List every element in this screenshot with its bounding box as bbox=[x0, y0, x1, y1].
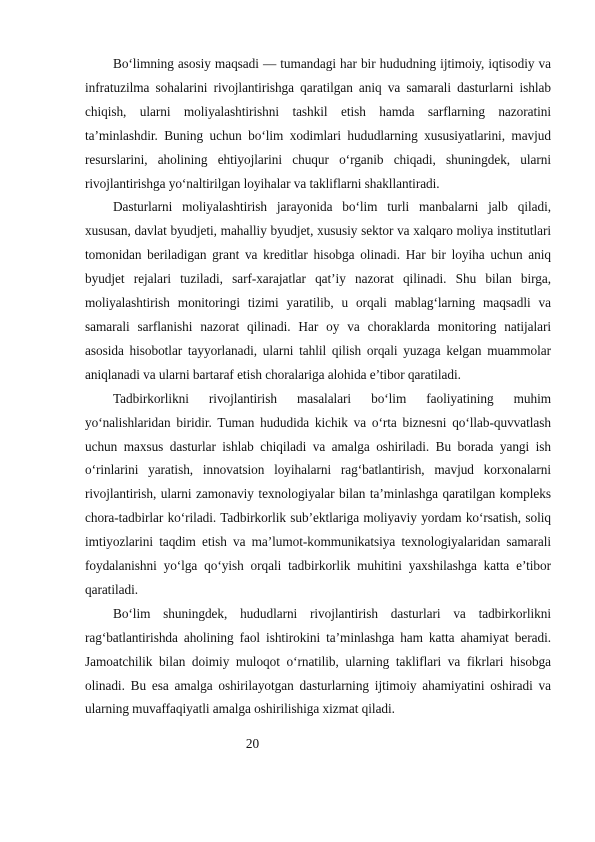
paragraph-entrepreneurship-development: Tadbirkorlikni rivojlantirish masalalari bo‘lim faoliyatining muhim yo‘nalishlaridan biridir. Tuman hududida kichik va o‘rta biznesni qo‘llab-quvvatlash uchun maxsus dasturlar ishlab chiqiladi va amalga oshiriladi. Bu borada yangi ish o‘rinlarini yaratish, innovatsion loyihalarni rag‘batlantirish, mavjud korxonalarni rivojlantirish, ularni zamonaviy texnologiyalar bilan ta’minlashga qaratilgan kompleks chora-tadbirlar ko‘riladi. Tadbirkorlik sub’ektlariga moliyaviy yordam ko‘rsatish, soliq imtiyozlarini taqdim etish va ma’lumot-kommunikatsiya texnologiyalaridan samarali foydalanishni yo‘lga qo‘yish orqali tadbirkorlik muhitini yaxshilashga katta e’tibor qaratiladi. bbox=[85, 390, 551, 597]
paragraph-public-participation: Bo‘lim shuningdek, hududlarni rivojlantirish dasturlari va tadbirkorlikni rag‘batlantirishda aholining faol ishtirokini ta’minlashga ham katta ahamiyat beradi. Jamoatchilik bilan doimiy muloqot o‘rnatilib, ularning takliflari va fikrlari hisobga olinadi. Bu esa amalga oshirilayotgan dasturlarning ijtimoiy ahamiyatini oshiradi va ularning muvaffaqiyatli amalga oshirilishiga xizmat qiladi. bbox=[85, 605, 551, 717]
document-body bbox=[85, 52, 551, 721]
paragraph-program-financing: Dasturlarni moliyalashtirish jarayonida bo‘lim turli manbalarni jalb qiladi, xususan, davlat byudjeti, mahalliy byudjet, xususiy sektor va xalqaro moliya institutlari tomonidan beriladigan grant va kreditlar hisobga olinadi. Har bir loyiha uchun aniq byudjet rejalari tuziladi, sarf-xarajatlar qat’iy nazorat qilinadi. Shu bilan birga, moliyalashtirish monitoringi tizimi yaratilib, u orqali mablag‘larning maqsadli va samarali sarflanishi nazorat qilinadi. Har oy va choraklarda monitoring natijalari asosida hisobotlar tayyorlanadi, ularni tahlil qilish orqali yuzaga kelgan muammolar aniqlanadi va ularni bartaraf etish choralariga alohida e’tibor qaratiladi. bbox=[85, 199, 551, 382]
paragraph-section-goal: Bo‘limning asosiy maqsadi — tumandagi har bir hududning ijtimoiy, iqtisodiy va infratuzilma sohalarini rivojlantirishga qaratilgan aniq va samarali dasturlarni ishlab chiqish, ularni moliyalashtirishni tashkil etish hamda sarflarning nazoratini ta’minlashdir. Buning uchun bo‘lim xodimlari hududlarning xususiyatlarini, mavjud resurslarini, aholining ehtiyojlarini chuqur o‘rganib chiqadi, shuningdek, ularni rivojlantirishga yo‘naltirilgan loyihalar va takliflarni shakllantiradi. bbox=[85, 56, 551, 191]
page-number: 20 bbox=[245, 736, 260, 751]
